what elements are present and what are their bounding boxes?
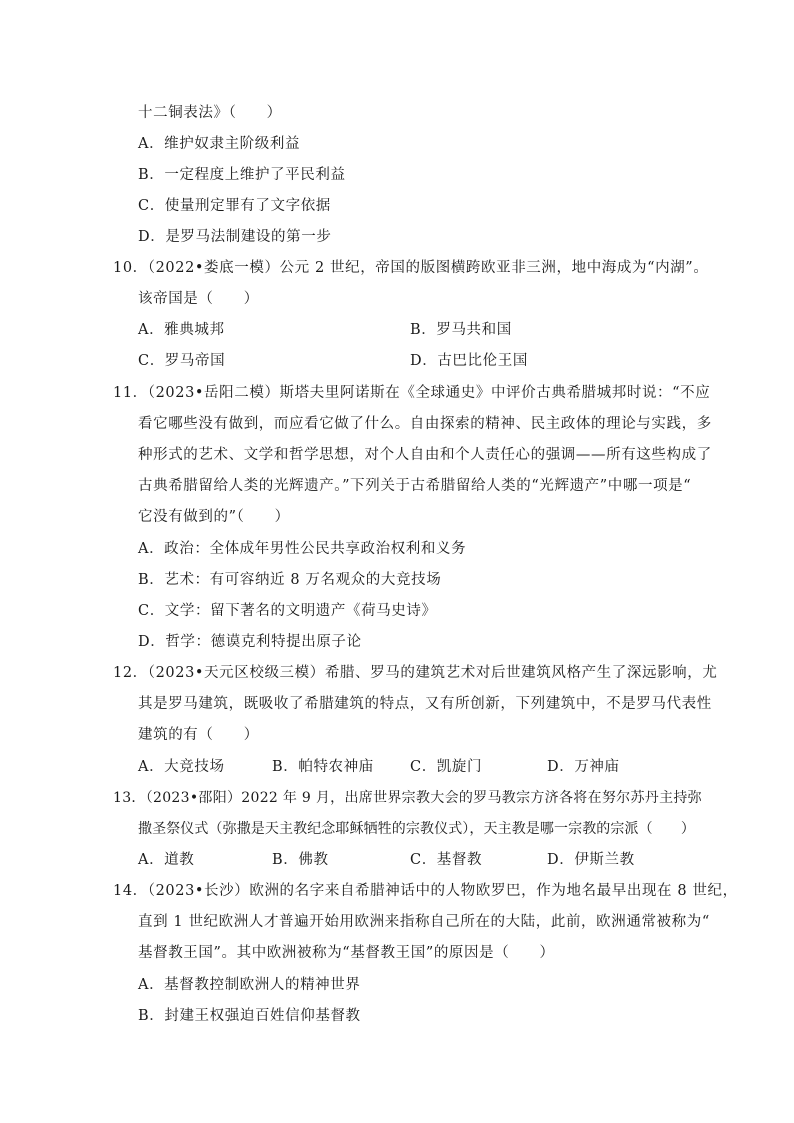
q12-stem-line-3: 建筑的有（ ） [138, 727, 259, 743]
q11-stem-line-3: 种形式的艺术、文学和哲学思想，对个人自由和个人责任心的强调——所有这些构成了 [138, 447, 712, 463]
q10-option-c[interactable]: C．罗马帝国 [138, 353, 226, 369]
q9-option-a[interactable]: A．维护奴隶主阶级利益 [138, 136, 301, 152]
q10-option-a[interactable]: A．雅典城邦 [138, 322, 225, 338]
q12-stem-line-1: 12．（2023•天元区校级三模）希腊、罗马的建筑艺术对后世建筑风格产生了深远影响，尤 [113, 665, 718, 681]
q14-stem-line-1: 14．（2023•长沙）欧洲的名字来自希腊神话中的人物欧罗巴，作为地名最早出现在 8 世纪， [113, 883, 738, 899]
q14-option-a[interactable]: A．基督教控制欧洲人的精神世界 [138, 977, 361, 993]
q14-option-b[interactable]: B．封建王权强迫百姓信仰基督教 [138, 1008, 361, 1024]
q11-option-d[interactable]: D．哲学：德谟克利特提出原子论 [138, 634, 362, 650]
q10-option-b[interactable]: B．罗马共和国 [410, 322, 512, 338]
q9-option-d[interactable]: D．是罗马法制建设的第一步 [138, 229, 332, 245]
q11-stem-line-4: 古典希腊留给人类的光辉遗产。”下列关于古希腊留给人类的“光辉遗产”中哪一项是“ [138, 478, 692, 494]
q14-stem-line-2: 直到 1 世纪欧洲人才普遍开始用欧洲来指称自己所在的大陆，此前，欧洲通常被称为“ [138, 914, 710, 930]
q10-option-d[interactable]: D．古巴比伦王国 [410, 353, 528, 369]
q13-option-b[interactable]: B．佛教 [272, 852, 329, 868]
q12-option-d[interactable]: D．万神庙 [547, 759, 620, 775]
q13-stem-line-1: 13．（2023•邵阳）2022 年 9 月，出席世界宗教大会的罗马教宗方济各将在努尔苏丹主持弥 [113, 790, 702, 806]
q10-stem-line-1: 10．（2022•娄底一模）公元 2 世纪，帝国的版图横跨欧亚非三洲，地中海成为“内湖”。 [113, 260, 709, 276]
q9-stem-tail: 十二铜表法》（ ） [138, 105, 282, 121]
q13-option-d[interactable]: D．伊斯兰教 [547, 852, 635, 868]
q12-option-b[interactable]: B．帕特农神庙 [272, 759, 374, 775]
q13-stem-line-2: 撒圣祭仪式（弥撒是天主教纪念耶稣牺牲的宗教仪式），天主教是哪一宗教的宗派（ ） [138, 821, 695, 837]
q12-option-c[interactable]: C．凯旋门 [410, 759, 483, 775]
q14-stem-line-3: 基督教王国”。其中欧洲被称为“基督教王国”的原因是（ ） [138, 945, 555, 961]
q9-option-c[interactable]: C．使量刑定罪有了文字依据 [138, 198, 331, 214]
q11-option-b[interactable]: B．艺术：有可容纳近 8 万名观众的大竞技场 [138, 572, 442, 588]
q11-stem-line-2: 看它哪些没有做到，而应看它做了什么。自由探索的精神、民主政体的理论与实践，多 [138, 416, 712, 432]
q9-option-b[interactable]: B．一定程度上维护了平民利益 [138, 167, 346, 183]
q11-stem-line-1: 11．（2023•岳阳二模）斯塔夫里阿诺斯在《全球通史》中评价古典希腊城邦时说：“不应 [113, 385, 711, 401]
q10-stem-line-2: 该帝国是（ ） [138, 291, 259, 307]
q11-stem-line-5: 它没有做到的”（ ） [138, 509, 290, 525]
q11-option-a[interactable]: A．政治：全体成年男性公民共享政治权利和义务 [138, 541, 467, 557]
q13-option-a[interactable]: A．道教 [138, 852, 195, 868]
q12-stem-line-2: 其是罗马建筑，既吸收了希腊建筑的特点，又有所创新，下列建筑中，不是罗马代表性 [138, 696, 712, 712]
q12-option-a[interactable]: A．大竞技场 [138, 759, 225, 775]
q13-option-c[interactable]: C．基督教 [410, 852, 483, 868]
q11-option-c[interactable]: C．文学：留下著名的文明遗产《荷马史诗》 [138, 603, 437, 619]
